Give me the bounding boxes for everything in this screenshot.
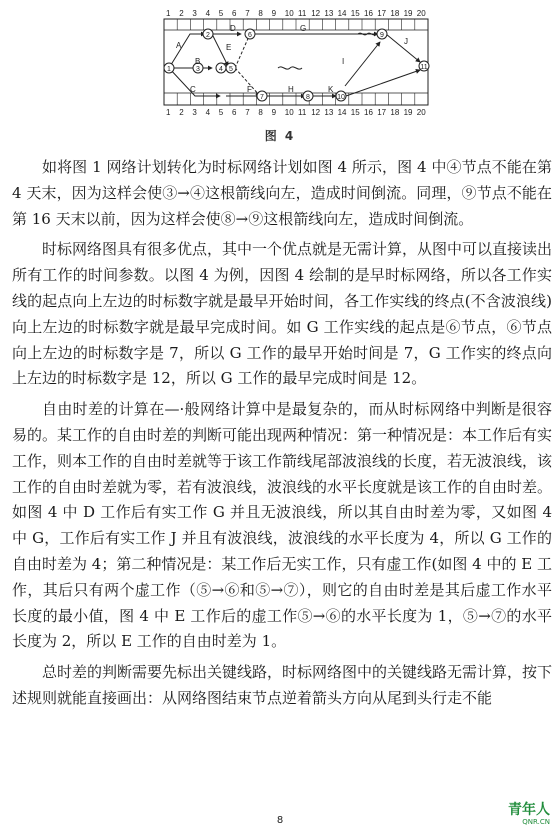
top-tick-label: 19 [403,9,413,18]
work-label: G [300,24,307,33]
work-label: J [404,37,408,46]
work-label: A [176,41,182,50]
work-label: D [230,24,236,33]
bottom-tick-label: 17 [377,108,387,117]
svg-text:4: 4 [219,65,223,73]
nodes [164,29,429,101]
bottom-tick-label: 4 [205,108,211,117]
work-label: I [342,57,345,66]
bottom-tick-label: 3 [192,108,197,117]
watermark-sub: QNR.CN [522,818,550,826]
top-tick-label: 14 [337,9,347,18]
top-tick-label: 13 [324,9,334,18]
svg-text:2: 2 [206,31,210,39]
work-label: B [195,57,201,66]
svg-text:8: 8 [306,93,310,101]
top-time-scale [166,9,426,18]
top-tick-label: 12 [311,9,321,18]
work-label: H [288,85,294,94]
watermark-main: 青年人 [508,802,550,818]
bottom-tick-label: 16 [364,108,373,117]
figure-caption: 图 4 [264,129,296,143]
page-number: 8 [276,815,284,826]
paragraph-3: 自由时差的计算在—·般网络计算中是最复杂的，而从时标网络中判断是很容易的。某工作的自由时差的判断可能出现两种情况：第一种情况是：本工作后有实工作，则本工作的自由时差就等于该工作箭线尾部波浪线的长度，若无波浪线，该工作的自由时差就为零，若有波浪线，波浪线的水平长度就是该工作的自由时差。如图 4 中 D 工作后有实工作 G 并且无波浪线，所以其自由时差为零，又如图 4 中 G，工作后有实工作 J 并且有波浪线，波浪线的水平长度为 4，所以 G 工作的自由时差为 4；第二种情况是：某工作后无实工作，只有虚工作(如图 4 中的 E 工作，其后只有两个虚工作（⑤→⑥和⑤→⑦），则它的自由时差是其后虚工作水平长度的最小值，图 4 中 E 工作后的虚工作⑤→⑥的水平长度为 1，⑤→⑦的水平长度为 2，所以 E 工作的自由时差为 1。 [12,400,553,651]
top-tick-label: 2 [179,9,184,18]
network-node [419,61,429,71]
top-tick-label: 11 [298,9,307,18]
bottom-tick-label: 20 [416,108,426,117]
top-tick-label: 3 [192,9,197,18]
bottom-tick-label: 15 [350,108,360,117]
svg-text:9: 9 [380,31,384,39]
network-node [245,29,255,39]
network-node [164,63,174,73]
bottom-tick-label: 14 [337,108,347,117]
top-tick-label: 16 [364,9,373,18]
work-label: K [328,85,334,94]
top-tick-label: 1 [166,9,171,18]
svg-text:11: 11 [420,63,428,71]
svg-text:7: 7 [260,93,264,101]
bottom-time-scale [166,108,426,117]
dummy-5-6 [235,31,252,68]
paragraph-2: 时标网络图具有很多优点，其中一个优点就是无需计算，从图中可以直接读出所有工作的时间参数。以图 4 为例，因图 4 绘制的是早时标网络，所以各工作实线的起点向上左边的时标数字就是最早开始时间，各工作实线的终点(不含波浪线)向上左边的时标数字就是最早完成时间。如 G 工作实线的起点是⑥节点，⑥节点向上左边的时标数字是 7，所以 G 工作的最早开始时间是 7，G 工作实的终点向上左边的时标数字是 12，所以 G 工作的最早完成时间是 12。 [12,240,553,388]
bottom-tick-label: 9 [271,108,277,117]
top-tick-label: 18 [390,9,400,18]
work-label: E [226,43,232,52]
work-label: C [190,85,196,94]
network-node [226,63,236,73]
bottom-tick-label: 5 [218,108,224,117]
time-scaled-network-svg [150,4,442,126]
paragraph-1: 如将图 1 网络计划转化为时标网络计划如图 4 所示，图 4 中④节点不能在第 4 天末，因为这样会使③→④这根箭线向左，造成时间倒流。同理，⑨节点不能在第 16 天末以前，因为这样会使⑧→⑨这根箭线向左，造成时间倒流。 [12,158,552,228]
network-node [257,91,267,101]
top-tick-label: 9 [271,9,277,18]
bottom-tick-label: 10 [284,108,294,117]
top-tick-label: 4 [205,9,211,18]
top-tick-label: 6 [232,9,237,18]
wavy-line [278,67,302,69]
top-tick-label: 5 [218,9,224,18]
body-text [12,155,552,717]
top-tick-label: 17 [377,9,387,18]
svg-text:1: 1 [167,65,171,73]
top-tick-label: 7 [245,9,250,18]
bottom-tick-label: 2 [179,108,184,117]
work-label: F [247,85,252,94]
paragraph-4: 总时差的判断需要先标出关键线路，时标网络图中的关键线路无需计算，按下述规则就能直接画出：从网络图结束节点逆着箭头方向从尾到头行走不能 [12,663,553,707]
arrow-L [346,70,420,96]
bottom-tick-label: 19 [403,108,413,117]
network-node [336,91,346,101]
arrows [169,33,420,96]
bottom-tick-label: 7 [245,108,250,117]
network-diagram [150,4,442,126]
bottom-tick-label: 18 [390,108,400,117]
network-node [203,29,213,39]
top-tick-label: 15 [350,9,360,18]
svg-text:3: 3 [196,65,200,73]
bottom-tick-label: 13 [324,108,334,117]
bottom-tick-label: 12 [311,108,321,117]
bottom-tick-label: 1 [166,108,171,117]
svg-text:10: 10 [337,93,345,101]
top-tick-label: 20 [416,9,426,18]
network-node [377,29,387,39]
network-node [216,63,226,73]
svg-text:5: 5 [229,65,233,73]
arrow-I [345,42,380,86]
bottom-tick-label: 6 [232,108,237,117]
network-node [303,91,313,101]
watermark-logo [508,803,550,826]
top-tick-label: 8 [258,9,263,18]
bottom-tick-label: 8 [258,108,263,117]
arrow-J [386,34,420,62]
bottom-tick-label: 11 [298,108,307,117]
top-tick-label: 10 [284,9,294,18]
svg-text:6: 6 [248,31,252,39]
